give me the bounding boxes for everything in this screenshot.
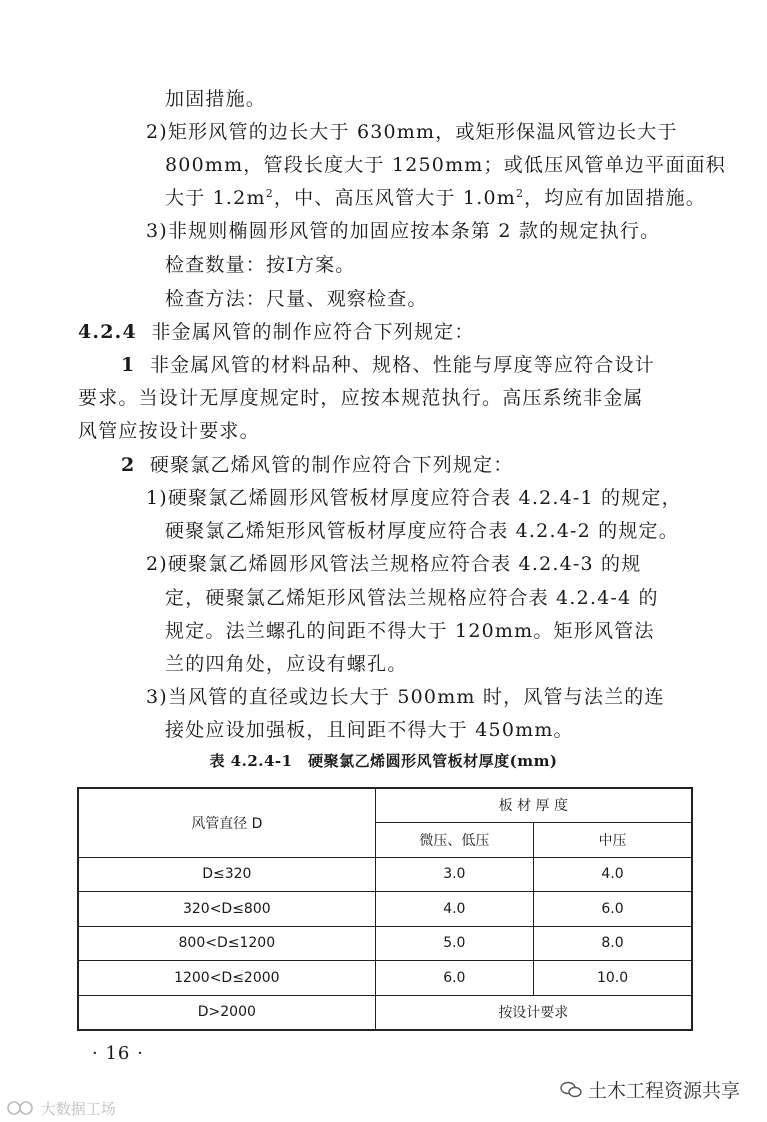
text-line: 检查方法：尺量、观察检查。: [165, 288, 428, 310]
table-row: 1200<D≤2000 6.0 10.0: [78, 960, 692, 995]
text-line: 2)硬聚氯乙烯圆形风管法兰规格应符合表 4.2.4-3 的规: [146, 553, 642, 575]
text-line: 规定。法兰螺孔的间距不得大于 120mm。矩形风管法: [165, 620, 655, 642]
header-diameter: 风管直径 D: [78, 788, 375, 857]
text-line: 兰的四角处，应设有螺孔。: [165, 653, 408, 675]
wechat-icon: [560, 1081, 582, 1099]
text-line: 800mm，管段长度大于 1250mm；或低压风管单边平面面积: [165, 154, 726, 176]
text-line: 2 硬聚氯乙烯风管的制作应符合下列规定：: [121, 454, 514, 476]
table-row: 800<D≤1200 5.0 8.0: [78, 926, 692, 960]
watermark-right: 土木工程资源共享: [560, 1076, 740, 1103]
text-line: 1 非金属风管的材料品种、规格、性能与厚度等应符合设计: [121, 354, 655, 376]
text-line: 2)矩形风管的边长大于 630mm，或矩形保温风管边长大于: [146, 121, 678, 143]
clause-heading: 4.2.4 非金属风管的制作应符合下列规定：: [78, 321, 475, 343]
page-number: · 16 ·: [92, 1043, 144, 1064]
text-line: 3)当风管的直径或边长大于 500mm 时，风管与法兰的连: [146, 686, 665, 708]
thickness-table: [77, 787, 693, 1031]
header-low-pressure: 微压、低压: [375, 822, 533, 857]
logo-icon: [6, 1099, 36, 1117]
text-line: 加固措施。: [165, 88, 267, 110]
text-line: 大于 $1.2m^2$，中、高压风管大于 $1.0m^2$，均应有加固措施。: [165, 187, 706, 209]
text-line: 1)硬聚氯乙烯圆形风管板材厚度应符合表 4.2.4-1 的规定，: [146, 487, 682, 509]
watermark-left: 大数据工场: [6, 1098, 116, 1119]
header-thickness: 板 材 厚 度: [375, 788, 692, 822]
text-line: 接处应设加强板，且间距不得大于 450mm。: [165, 719, 574, 741]
text-line: 风管应按设计要求。: [78, 420, 260, 442]
table-row: D>2000 按设计要求: [78, 995, 692, 1030]
table-row: 320<D≤800 4.0 6.0: [78, 891, 692, 926]
text-line: 3)非规则椭圆形风管的加固应按本条第 2 款的规定执行。: [146, 220, 661, 242]
text-line: 检查数量：按Ⅰ方案。: [165, 254, 356, 276]
header-mid-pressure: 中压: [534, 822, 692, 857]
clause-number: 4.2.4: [78, 321, 137, 343]
text-line: 硬聚氯乙烯矩形风管板材厚度应符合表 4.2.4-2 的规定。: [165, 520, 679, 542]
table-row: D≤320 3.0 4.0: [78, 857, 692, 891]
table-caption: 表 4.2.4-1 硬聚氯乙烯圆形风管板材厚度(mm): [209, 752, 558, 770]
text-line: 要求。当设计无厚度规定时，应按本规范执行。高压系统非金属: [78, 387, 644, 409]
text-line: 定，硬聚氯乙烯矩形风管法兰规格应符合表 4.2.4-4 的: [165, 587, 659, 609]
